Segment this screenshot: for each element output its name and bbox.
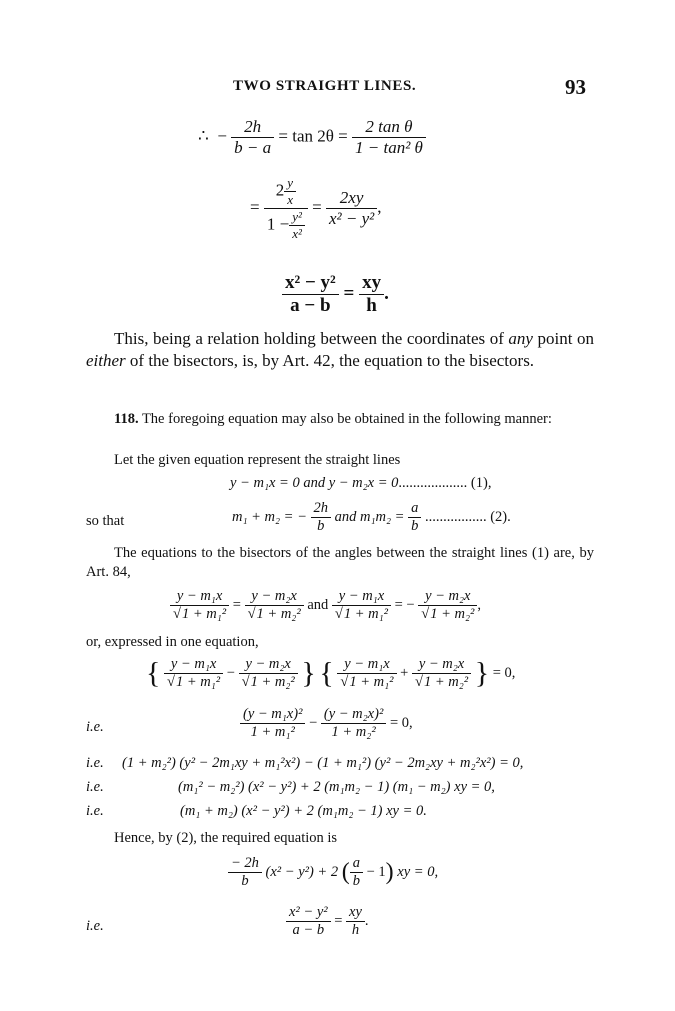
bisector-equations: $\frac{\text{y − m₁x}}{\text{√1 + m₁²}}$ = $\frac{\text{y − m₂x}}{\text{√1 + m₂²}}$ and $\frac{\text{y − m₁x}}{\text{√1 + m₁²}}$ = − $\frac{\text{y − m₂x}}{\text{√1 + m₂²}}$ , xyxy=(170,588,481,623)
equation-1: y − m₁x = 0 and y − m₂x = 0................... (1), xyxy=(230,475,492,491)
hence-required-equation: Hence, by (2), the required equation is xyxy=(114,830,338,846)
fraction-tan-theta: $\frac{\text{2 tan θ}}{\text{1 − tan² θ}}$ xyxy=(352,117,426,158)
fraction-xy-over-h: $\frac{xy}{h}$ xyxy=(359,272,384,317)
ie-label-4: i.e. xyxy=(86,803,104,819)
equation-bold-result: $\frac{\text{x² − y²}}{a - b}$ = $\frac{xy}{h}$ . xyxy=(282,272,389,317)
therefore-symbol: ∴ xyxy=(198,126,209,146)
final-equation: $\frac{- 2h}{b}$ (x² − y²) + 2 ( $\frac{a}{b}$ − 1) xy = 0, xyxy=(228,855,438,890)
equation-substitution: = 2 $\frac{y}{x}$ 1 − $\frac{\text{y²}}{\text{x²}}$ = $\frac{2xy}{\text{x² − y²}}$ , xyxy=(250,175,382,241)
combined-bisector-equation: { $\frac{\text{y − m₁x}}{\text{√1 + m₁²}}$ − $\frac{\text{y − m₂x}}{\text{√1 + m₂²}}$ } { $\frac{\text{y − m₁x}}{\text{√1 + m₁²}}$ + $\frac{\text{y − m₂x}}{\text{√1 + m₂²}}$ } = 0, xyxy=(146,656,516,690)
so-that-label: so that xyxy=(86,513,125,529)
bisectors-paragraph: The equations to the bisectors of the angles between the straight lines (1) are, by Art. 84, xyxy=(86,545,594,580)
running-title: TWO STRAIGHT LINES. xyxy=(233,78,417,94)
article-number: 118. xyxy=(114,411,139,427)
fraction-2xy: $\frac{2xy}{\text{x² − y²}}$ xyxy=(326,188,377,229)
paragraph-bisector-relation: This, being a relation holding between the coordinates of any point on either of the bisectors, is, by Art. 42, the equation to the bisectors. xyxy=(86,329,594,370)
fraction-2h-over-b-minus-a: $\frac{2h}{b - a}$ xyxy=(231,117,274,158)
ie-label-3: i.e. xyxy=(86,779,104,795)
expressed-in-one-equation: or, expressed in one equation, xyxy=(86,634,259,650)
article-118-intro: 118. The foregoing equation may also be obtained in the following manner: xyxy=(114,411,552,427)
ie-label-1: i.e. xyxy=(86,719,104,735)
ie-label-5: i.e. xyxy=(86,918,104,934)
page-number: 93 xyxy=(565,75,586,99)
final-result: $\frac{\text{x² − y²}}{a - b}$ = $\frac{xy}{h}$ . xyxy=(286,904,369,939)
ie-label-2: i.e. xyxy=(86,755,104,771)
equation-2: m₁ + m₂ = − $\frac{2h}{b}$ and m₁m₂ = $\frac{a}{b}$ ................. (2). xyxy=(232,500,511,534)
expanded-equation-a: (1 + m₂²) (y² − 2m₁xy + m₁²x²) − (1 + m₁²) (y² − 2m₂xy + m₂²x²) = 0, xyxy=(122,755,524,771)
fraction-x2-y2-over-a-b: $\frac{\text{x² − y²}}{a - b}$ xyxy=(282,272,339,317)
expanded-equation-c: (m₁ + m₂) (x² − y²) + 2 (m₁m₂ − 1) xy = 0. xyxy=(180,803,427,819)
equation-tan-double-angle: ∴ − $\frac{2h}{b - a}$ = tan 2θ = $\frac{\text{2 tan θ}}{\text{1 − tan² θ}}$ xyxy=(198,117,426,158)
compound-fraction: 2 $\frac{y}{x}$ 1 − $\frac{\text{y²}}{\text{x²}}$ xyxy=(264,175,308,242)
let-given-equation: Let the given equation represent the straight lines xyxy=(114,452,401,468)
expanded-equation-b: (m₁² − m₂²) (x² − y²) + 2 (m₁m₂ − 1) (m₁ − m₂) xy = 0, xyxy=(178,779,495,795)
tan-2theta: = tan 2θ = xyxy=(278,126,348,146)
equation-squared-difference: $\frac{\text{(y − m₁x)²}}{\text{1 + m₁²}}$ − $\frac{\text{(y − m₂x)²}}{\text{1 + m₂²}}$ = 0, xyxy=(240,706,413,741)
